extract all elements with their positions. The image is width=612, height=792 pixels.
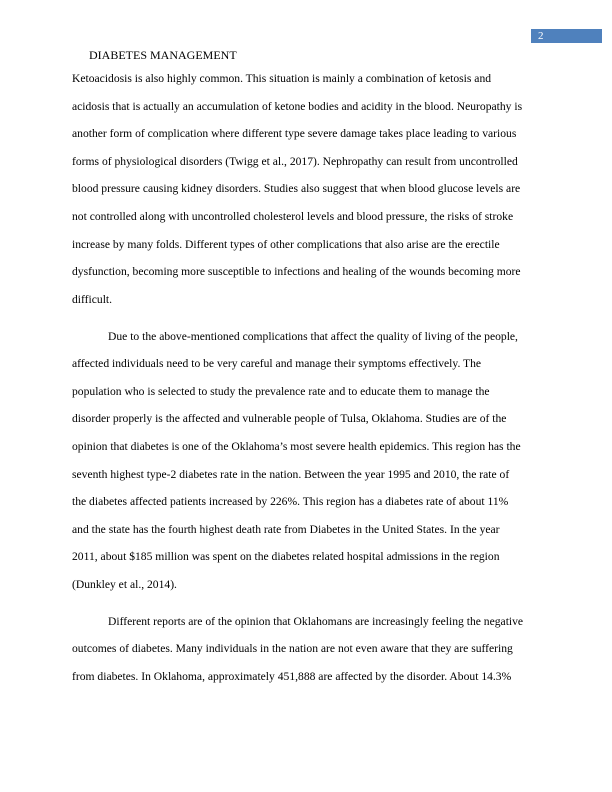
text-line: Ketoacidosis is also highly common. This situation is mainly a combination of ketosis and — [72, 72, 492, 85]
text-line: another form of complication where different type severe damage takes place leading to various — [72, 127, 517, 141]
text-line: opinion that diabetes is one of the Oklahoma’s most severe health epidemics. This region has the — [72, 439, 521, 453]
text-line: increase by many folds. Different types of other complications that also arise are the erectile — [72, 237, 500, 251]
text-line: outcomes of diabetes. Many individuals in the nation are not even aware that they are suffering — [72, 642, 513, 656]
text-line: difficult. — [72, 292, 113, 306]
paragraph-3 — [72, 611, 542, 694]
text-line: Due to the above-mentioned complications that affect the quality of living of the people, — [108, 329, 518, 343]
document-body — [72, 68, 542, 693]
text-line: Different reports are of the opinion that Oklahomans are increasingly feeling the negative — [108, 614, 524, 628]
text-line: dysfunction, becoming more susceptible to infections and healing of the wounds becoming more — [72, 265, 521, 279]
text-line: (Dunkley et al., 2014). — [72, 577, 177, 591]
page-number: 2 — [531, 29, 602, 43]
paragraph-spacer — [72, 316, 542, 325]
text-line: forms of physiological disorders (Twigg et al., 2017). Nephropathy can result from uncontrolled — [72, 154, 518, 168]
text-line: disorder properly is the affected and vulnerable people of Tulsa, Oklahoma. Studies are of the — [72, 412, 507, 426]
text-line: seventh highest type-2 diabetes rate in the nation. Between the year 1995 and 2010, the rate of — [72, 467, 510, 481]
text-line: acidosis that is actually an accumulation of ketone bodies and acidity in the blood. Neuropathy is — [72, 99, 523, 113]
paragraph-2 — [72, 326, 542, 602]
paragraph-1 — [72, 68, 542, 316]
running-head: DIABETES MANAGEMENT — [89, 48, 237, 62]
text-line: blood pressure causing kidney disorders. Studies also suggest that when blood glucose levels are — [72, 182, 521, 196]
text-line: the diabetes affected patients increased by 226%. This region has a diabetes rate of about 11% — [72, 495, 509, 509]
text-line: from diabetes. In Oklahoma, approximately 451,888 are affected by the disorder. About 14.3% — [72, 669, 512, 683]
text-line: affected individuals need to be very careful and manage their symptoms effectively. The — [72, 357, 482, 371]
paragraph-spacer — [72, 601, 542, 610]
text-line: not controlled along with uncontrolled cholesterol levels and blood pressure, the risks of stroke — [72, 209, 514, 223]
text-line: population who is selected to study the prevalence rate and to educate them to manage the — [72, 384, 490, 398]
text-line: and the state has the fourth highest death rate from Diabetes in the United States. In the year — [72, 522, 500, 536]
text-line: 2011, about $185 million was spent on the diabetes related hospital admissions in the region — [72, 550, 500, 564]
